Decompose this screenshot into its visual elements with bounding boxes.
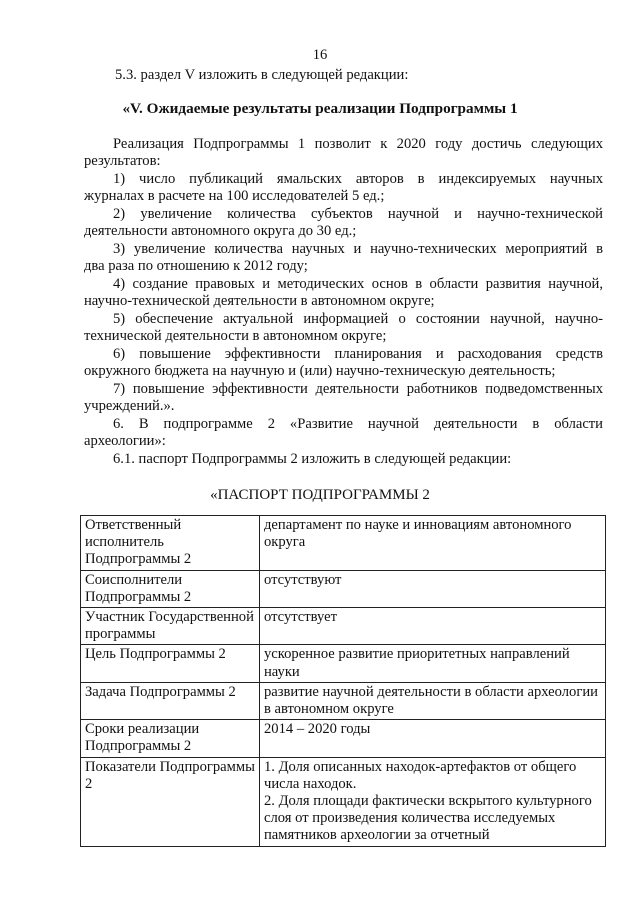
list-item-7-cont: учреждений.». — [84, 398, 175, 414]
intro-line: 5.3. раздел V изложить в следующей редакции: — [115, 67, 409, 83]
item-6-1-line: 6.1. паспорт Подпрограммы 2 изложить в следующей редакции: — [113, 451, 512, 467]
list-item-1-cont: журналах в расчете на 100 исследователей 5 ед.; — [84, 188, 385, 204]
table-row — [81, 682, 606, 719]
table-row — [81, 570, 606, 607]
passport-title: «ПАСПОРТ ПОДПРОГРАММЫ 2 — [210, 487, 430, 503]
list-item-7: 7) повышение эффективности деятельности работников подведомственных — [113, 381, 603, 397]
table-row — [81, 608, 606, 645]
row-label: Участник Государственной программы — [81, 608, 260, 645]
section-heading: «V. Ожидаемые результаты реализации Подпрограммы 1 — [122, 100, 518, 117]
paragraph-line: результатов: — [84, 153, 161, 169]
row-label: Ответственный исполнитель Подпрограммы 2 — [81, 516, 260, 571]
page-number: 16 — [312, 47, 328, 63]
table-row — [81, 757, 606, 846]
indicator-1: 1. Доля описанных находок-артефактов от общего числа находок. — [264, 758, 577, 792]
passport-table — [80, 515, 606, 847]
list-item-3-cont: два раза по отношению к 2012 году; — [84, 258, 308, 274]
row-label: Сроки реализации Подпрограммы 2 — [81, 720, 260, 757]
row-value: ускоренное развитие приоритетных направлений науки — [260, 645, 606, 682]
list-item-5: 5) обеспечение актуальной информацией о состоянии научной, научно- — [113, 311, 603, 327]
list-item-6: 6) повышение эффективности планирования и расходования средств — [113, 346, 603, 362]
list-item-1: 1) число публикаций ямальских авторов в индексируемых научных — [113, 171, 603, 187]
item-6-line-cont: археологии»: — [84, 433, 166, 449]
row-value: 2014 – 2020 годы — [260, 720, 606, 757]
row-value: департамент по науке и инновациям автономного округа — [260, 516, 606, 571]
paragraph-line: Реализация Подпрограммы 1 позволит к 2020 году достичь следующих — [113, 136, 603, 152]
row-value: отсутствуют — [260, 570, 606, 607]
row-label: Задача Подпрограммы 2 — [81, 682, 260, 719]
table-row — [81, 516, 606, 571]
list-item-4: 4) создание правовых и методических основ в области развития научной, — [113, 276, 603, 292]
row-label: Соисполнители Подпрограммы 2 — [81, 570, 260, 607]
item-6-line: 6. В подпрограмме 2 «Развитие научной деятельности в области — [113, 416, 603, 432]
list-item-4-cont: научно-технической деятельности в автономном округе; — [84, 293, 435, 309]
row-value — [260, 757, 606, 846]
row-value: развитие научной деятельности в области археологии в автономном округе — [260, 682, 606, 719]
list-item-6-cont: окружного бюджета на научную и (или) научно-техническую деятельность; — [84, 363, 556, 379]
list-item-3: 3) увеличение количества научных и научно-технических мероприятий в — [113, 241, 603, 257]
list-item-5-cont: технической деятельности в автономном округе; — [84, 328, 387, 344]
list-item-2-cont: деятельности автономного округа до 30 ед.; — [84, 223, 357, 239]
indicator-2: 2. Доля площади фактически вскрытого культурного слоя от произведения количества исследуемых памятников археологии за отчетный — [264, 793, 592, 844]
row-label: Цель Подпрограммы 2 — [81, 645, 260, 682]
row-value: отсутствует — [260, 608, 606, 645]
table-row — [81, 645, 606, 682]
table-row — [81, 720, 606, 757]
row-label: Показатели Подпрограммы 2 — [81, 757, 260, 846]
list-item-2: 2) увеличение количества субъектов научной и научно-технической — [113, 206, 603, 222]
